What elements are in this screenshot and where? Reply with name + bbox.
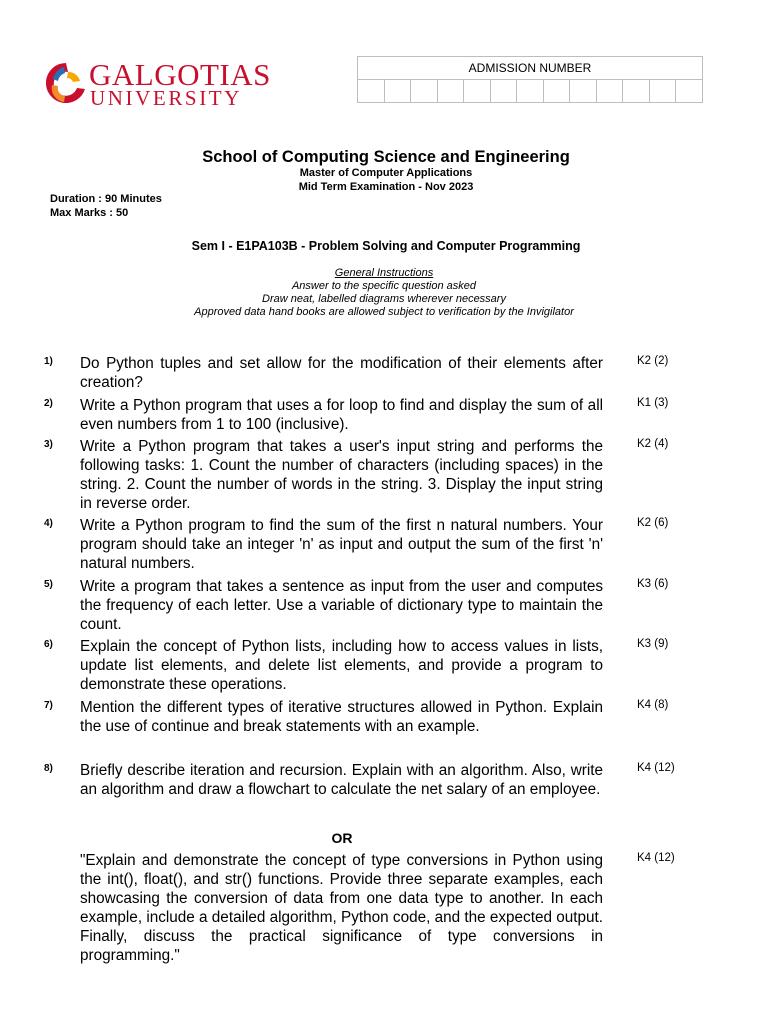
admission-digit-cell[interactable] <box>491 80 518 103</box>
admission-digit-cell[interactable] <box>623 80 650 103</box>
admission-digit-cell[interactable] <box>385 80 412 103</box>
question-marks: K2 (2) <box>637 355 669 367</box>
question-marks: K2 (4) <box>637 438 669 450</box>
admission-digit-cell[interactable] <box>676 80 702 103</box>
exam-duration: Duration : 90 Minutes <box>50 193 162 205</box>
admission-digit-cell[interactable] <box>464 80 491 103</box>
university-logo <box>44 57 271 111</box>
logo-wordmark: GALGOTIAS <box>89 57 271 92</box>
question-text: Write a Python program that takes a user's input string and performs the following tasks: 1. Count the number of characters (including spaces) in the string. 2. Count the number of words in the string. 3. Display the input string in reverse order. <box>80 438 603 512</box>
question-text: Do Python tuples and set allow for the modification of their elements after creation? <box>80 355 603 391</box>
logo-subtitle: UNIVERSITY <box>90 86 242 110</box>
instruction-item: Answer to the specific question asked <box>291 280 477 292</box>
exam-title: Mid Term Examination - Nov 2023 <box>298 181 474 193</box>
question-text: Write a Python program to find the sum of the first n natural numbers. Your program should take an integer 'n' as input and output the sum of the first 'n' natural numbers. <box>80 517 603 572</box>
admission-number-box <box>357 56 703 103</box>
question-text: Write a Python program that uses a for loop to find and display the sum of all even numbers from 1 to 100 (inclusive). <box>80 397 603 433</box>
question-number: 1) <box>44 356 53 367</box>
question-text: Explain the concept of Python lists, including how to access values in lists, update list elements, and delete list elements, and provide a program to demonstrate these operations. <box>80 638 603 693</box>
admission-number-label: ADMISSION NUMBER <box>358 57 702 80</box>
exam-max-marks: Max Marks : 50 <box>50 207 129 219</box>
question-number: 5) <box>44 579 53 590</box>
instruction-item: Approved data hand books are allowed subject to verification by the Invigilator <box>194 306 574 318</box>
question-text: "Explain and demonstrate the concept of type conversions in Python using the int(), float(), and str() functions. Provide three separate examples, each showcasing the conversion of data from one data type to another. In each example, include a detailed algorithm, Python code, and the expected output. Finally, discuss the practical significance of type conversions in programming." <box>80 852 603 964</box>
admission-digit-cell[interactable] <box>358 80 385 103</box>
instructions-heading: General Instructions <box>334 267 434 279</box>
question-marks: K1 (3) <box>637 397 669 409</box>
school-title: School of Computing Science and Engineering <box>202 148 570 166</box>
question-marks: K3 (6) <box>637 578 669 590</box>
admission-digit-cell[interactable] <box>544 80 571 103</box>
question-marks: K4 (8) <box>637 699 669 711</box>
or-separator: OR <box>331 830 353 846</box>
question-marks: K3 (9) <box>637 638 669 650</box>
question-number: 3) <box>44 439 53 450</box>
question-marks: K4 (12) <box>637 762 675 774</box>
program-name: Master of Computer Applications <box>299 167 473 179</box>
question-number: 7) <box>44 700 53 711</box>
instruction-item: Draw neat, labelled diagrams wherever necessary <box>262 293 506 305</box>
admission-digit-cell[interactable] <box>570 80 597 103</box>
question-number: 4) <box>44 518 53 529</box>
admission-digit-cell[interactable] <box>517 80 544 103</box>
admission-number-cells <box>358 80 702 103</box>
question-number: 6) <box>44 639 53 650</box>
galgotias-emblem-icon <box>44 59 88 109</box>
course-title: Sem I - E1PA103B - Problem Solving and Computer Programming <box>191 239 581 253</box>
question-text: Write a program that takes a sentence as input from the user and computes the frequency of each letter. Use a variable of dictionary type to maintain the count. <box>80 578 603 633</box>
question-marks: K4 (12) <box>637 852 675 864</box>
admission-digit-cell[interactable] <box>411 80 438 103</box>
admission-digit-cell[interactable] <box>597 80 624 103</box>
question-text: Briefly describe iteration and recursion. Explain with an algorithm. Also, write an algorithm and draw a flowchart to calculate the net salary of an employee. <box>80 762 603 798</box>
question-number: 2) <box>44 398 53 409</box>
question-number: 8) <box>44 763 53 774</box>
admission-digit-cell[interactable] <box>650 80 677 103</box>
admission-digit-cell[interactable] <box>438 80 465 103</box>
question-text: Mention the different types of iterative structures allowed in Python. Explain the use of continue and break statements with an example. <box>80 699 603 735</box>
question-marks: K2 (6) <box>637 517 669 529</box>
